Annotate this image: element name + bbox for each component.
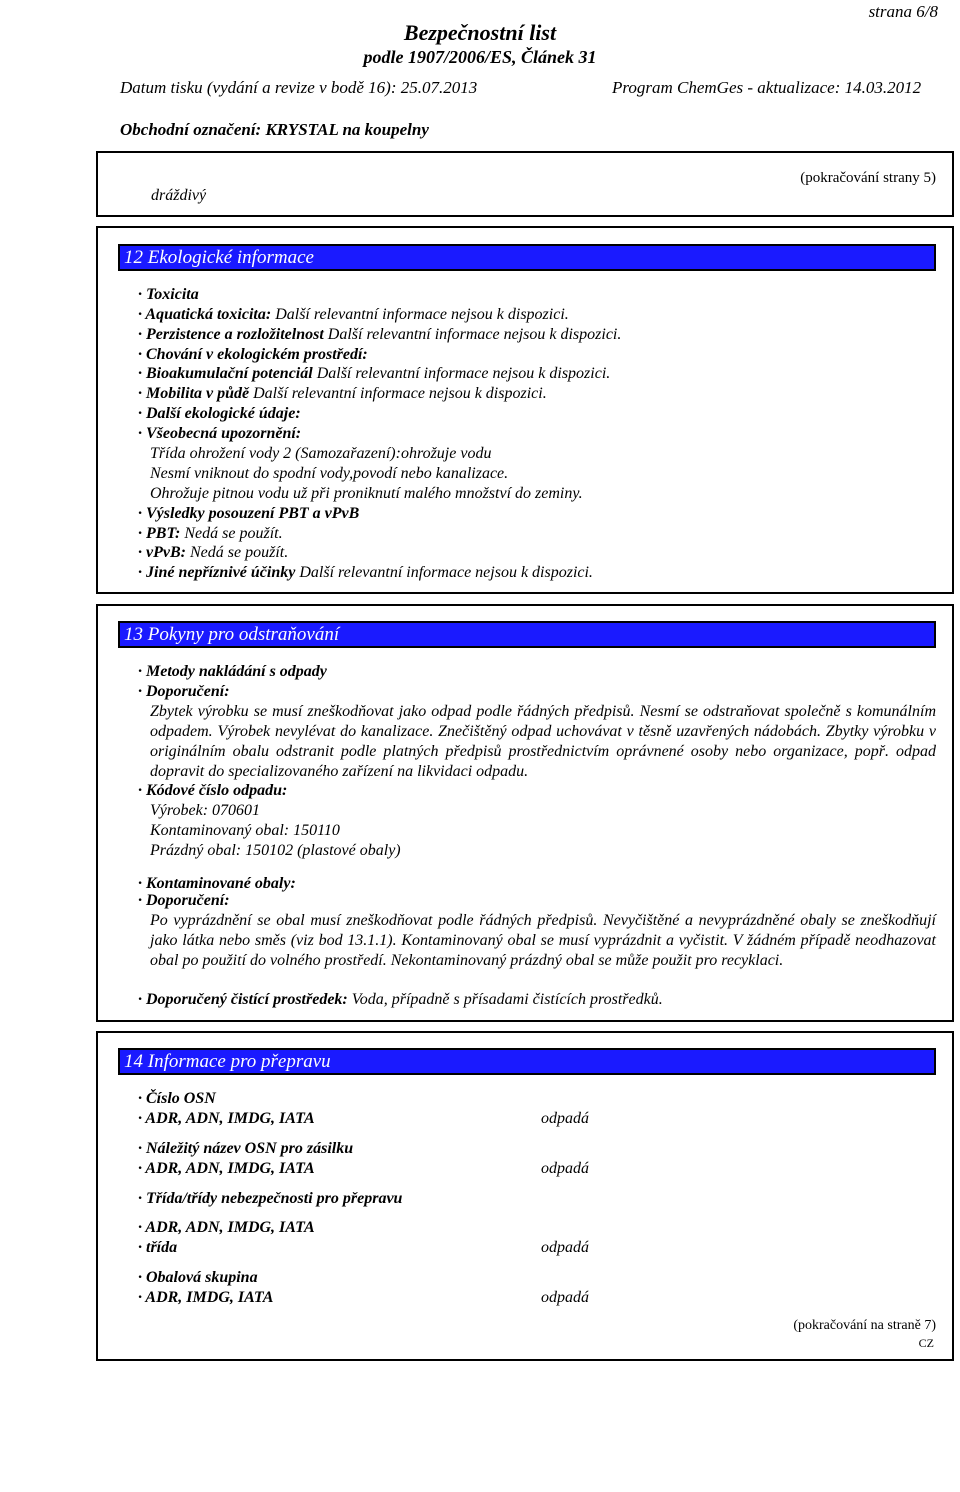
un-number-label: · Číslo OSN [138,1090,216,1107]
waste-methods-label: · Metody nakládání s odpady [138,663,327,680]
class-label: · třída [138,1239,178,1256]
vpvb-line [138,543,288,563]
program-version: Program ChemGes - aktualizace: 14.03.2012 [612,78,922,97]
section-13-header [118,621,936,648]
document-subtitle: podle 1907/2006/ES, Článek 31 [363,47,597,67]
behaviour-label: · Chování v ekologickém prostředí: [138,346,368,363]
cleaning-agent-text: Voda, případně s přísadami čistících prostředků. [347,991,663,1008]
aquatic-toxicity-line [138,305,569,325]
water-hazard-class: Třída ohrožení vody 2 (Samozařazení):ohrožuje vodu [150,445,492,462]
continued-to: (pokračování na straně 7) [793,1318,936,1333]
pbt-text: Nedá se použít. [180,525,283,542]
toxicita-label: · Toxicita [138,286,199,303]
other-eco-label: · Další ekologické údaje: [138,405,301,422]
other-effects-line [138,563,593,583]
transport-row-value-1: odpadá [541,1110,589,1127]
bioaccumulation-text: Další relevantní informace nejsou k dispozici. [312,365,611,382]
waste-recommendation-text: Zbytek výrobku se musí zneškodňovat jako odpad podle řádných předpisů. Nesmí se odstraňovat společně s komunálním odpadem. Výrobek nevylévat do kanalizace. Znečištěný odpad uchovávat v těsně uzavřených nádobách. Zbytky výrobku v originálním obalu odstranit podle platných předpisů prostřednictvím oprávnené osoby nebo organizace, popř. odpad dopravit do specializovaného zařízení na likvidaci odpadu. [150,703,936,780]
mobility-text: Další relevantní informace nejsou k dispozici. [249,385,547,402]
vpvb-text: Nedá se použít. [185,544,289,561]
other-effects-label: · Jiné nepříznivé účinky [138,564,296,581]
section-14-title: 14 Informace pro přepravu [124,1051,331,1072]
continued-box [96,151,954,217]
waste-code-contaminated: Kontaminovaný obal: 150110 [150,822,340,839]
pbt-label: · PBT: [138,525,181,542]
print-date: Datum tisku (vydání a revize v bodě 16): 25.07.2013 [120,78,478,97]
section-12-header [118,244,936,271]
pbt-results-label: · Výsledky posouzení PBT a vPvB [138,505,360,522]
no-drain-note: Nesmí vniknout do spodní vody,povodí nebo kanalizace. [150,465,509,482]
page-number: strana 6/8 [868,2,938,21]
transport-row-value-2: odpadá [541,1160,589,1177]
class-value: odpadá [541,1239,589,1256]
persistence-line [138,325,621,345]
hazard-class-label: · Třída/třídy nebezpečnosti pro přepravu [138,1190,403,1207]
contaminated-packaging-label: · Kontaminované obaly: [138,875,296,892]
recommendation-label-2: · Doporučení: [138,892,230,909]
packaging-recommendation-text: Po vyprázdnění se obal musí zneškodňovat podle řádných předpisů. Nevyčištěné a nevyprázdněné obaly se zneškodňují jako látka nebo směs (viz bod 13.1.1). Kontaminovaný obal se musí vyprázdnit a vyčistit. V žádném případě neodhazovat obal po použití do volného prostředí. Nekontaminovaný prázdný obal se může použit pro recyklaci. [150,912,936,969]
waste-code-product: Výrobek: 070601 [150,802,261,819]
cleaning-agent-label: · Doporučený čistící prostředek: [138,991,348,1008]
continued-word: dráždivý [151,187,207,204]
persistence-text: Další relevantní informace nejsou k dispozici. [323,326,622,343]
aquatic-toxicity-text: Další relevantní informace nejsou k dispozici. [271,306,569,323]
bioaccumulation-line [138,364,610,384]
language-code: CZ [918,1336,934,1350]
packing-group-label: · Obalová skupina [138,1269,258,1286]
trade-name: Obchodní označení: KRYSTAL na koupelny [120,120,429,139]
drinking-water-note: Ohrožuje pitnou vodu už při proniknutí malého množství do zeminy. [150,485,583,502]
section-14-header [118,1048,936,1075]
transport-row-label-3: · ADR, ADN, IMDG, IATA [138,1219,315,1236]
bioaccumulation-label: · Bioakumulační potenciál [138,365,313,382]
pbt-line [138,524,283,544]
other-effects-text: Další relevantní informace nejsou k dispozici. [295,564,593,581]
transport-row-value-4: odpadá [541,1289,589,1306]
mobility-line [138,384,547,404]
transport-row-label-1: · ADR, ADN, IMDG, IATA [138,1110,315,1127]
transport-row-label-4: · ADR, IMDG, IATA [138,1289,274,1306]
persistence-label: · Perzistence a rozložitelnost [138,326,324,343]
continued-from: (pokračování strany 5) [800,170,936,186]
shipping-name-label: · Náležitý název OSN pro zásilku [138,1140,354,1157]
vpvb-label: · vPvB: [138,544,186,561]
transport-row-label-2: · ADR, ADN, IMDG, IATA [138,1160,315,1177]
waste-code-label: · Kódové číslo odpadu: [138,782,288,799]
mobility-label: · Mobilita v půdě [138,385,250,402]
recommendation-label-1: · Doporučení: [138,683,230,700]
general-notes-label: · Všeobecná upozornění: [138,425,302,442]
document-title: Bezpečnostní list [403,20,557,45]
aquatic-toxicity-label: · Aquatická toxicita: [138,306,272,323]
section-12-title: 12 Ekologické informace [124,247,314,268]
section-13-title: 13 Pokyny pro odstraňování [124,624,340,645]
waste-code-empty: Prázdný obal: 150102 (plastové obaly) [150,842,401,859]
cleaning-agent-line [138,990,663,1010]
